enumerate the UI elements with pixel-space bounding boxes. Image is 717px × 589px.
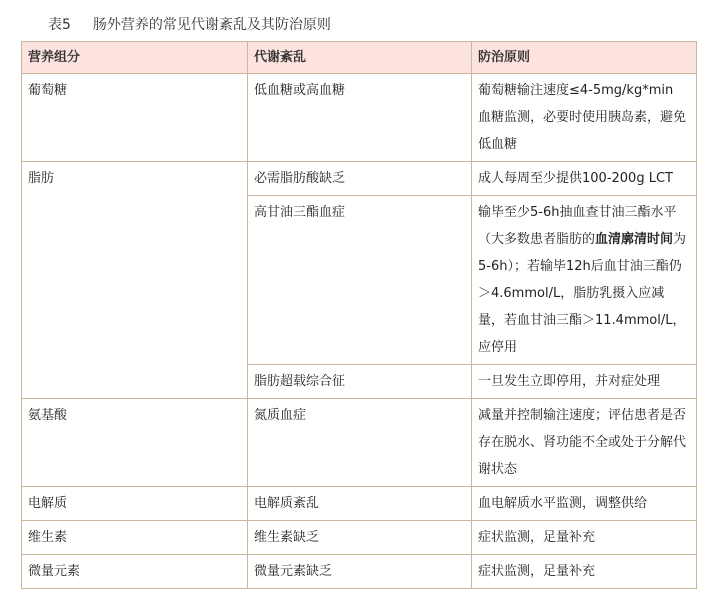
table-title: 肠外营养的常见代谢紊乱及其防治原则 (92, 17, 331, 33)
cell-disorder: 高甘油三酯血症 (248, 196, 472, 365)
cell-principle: 成人每周至少提供100-200g LCT (472, 162, 697, 196)
metabolic-disorders-table (21, 41, 697, 589)
table-row (22, 521, 697, 555)
cell-disorder: 微量元素缺乏 (248, 555, 472, 589)
principle-highlight: 血清廓清时间 (595, 232, 674, 247)
cell-component: 维生素 (22, 521, 248, 555)
cell-disorder: 必需脂肪酸缺乏 (248, 162, 472, 196)
cell-principle (472, 196, 697, 365)
cell-disorder: 脂肪超载综合征 (248, 365, 472, 399)
cell-component: 电解质 (22, 487, 248, 521)
table-row (22, 399, 697, 487)
cell-component: 氨基酸 (22, 399, 248, 487)
table-number: 表5 (48, 17, 71, 33)
table-caption (48, 14, 331, 34)
cell-principle: 症状监测，足量补充 (472, 555, 697, 589)
cell-component: 葡萄糖 (22, 74, 248, 162)
table-row (22, 162, 697, 196)
cell-disorder: 氮质血症 (248, 399, 472, 487)
table-header-row (22, 42, 697, 74)
cell-disorder: 维生素缺乏 (248, 521, 472, 555)
table-row (22, 74, 697, 162)
principle-text: 为5-6h）；若输毕12h后血甘油三酯仍＞4.6mmol/L，脂肪乳摄入应减量，若血甘油三酯＞11.4mmol/L，应停用 (478, 232, 687, 355)
cell-principle: 葡萄糖输注速度≤4-5mg/kg*min 血糖监测，必要时使用胰岛素，避免低血糖 (472, 74, 697, 162)
cell-principle: 血电解质水平监测，调整供给 (472, 487, 697, 521)
cell-principle: 症状监测，足量补充 (472, 521, 697, 555)
principle-text: 输毕至少5-6h抽血查甘油三酯水平（大多数患者脂肪的 (478, 205, 677, 247)
header-disorder: 代谢紊乱 (248, 42, 472, 74)
header-principle: 防治原则 (472, 42, 697, 74)
cell-disorder: 电解质紊乱 (248, 487, 472, 521)
cell-principle: 减量并控制输注速度；评估患者是否存在脱水、肾功能不全或处于分解代谢状态 (472, 399, 697, 487)
cell-component: 微量元素 (22, 555, 248, 589)
table-row (22, 487, 697, 521)
cell-component: 脂肪 (22, 162, 248, 399)
cell-principle: 一旦发生立即停用，并对症处理 (472, 365, 697, 399)
header-component: 营养组分 (22, 42, 248, 74)
cell-disorder: 低血糖或高血糖 (248, 74, 472, 162)
